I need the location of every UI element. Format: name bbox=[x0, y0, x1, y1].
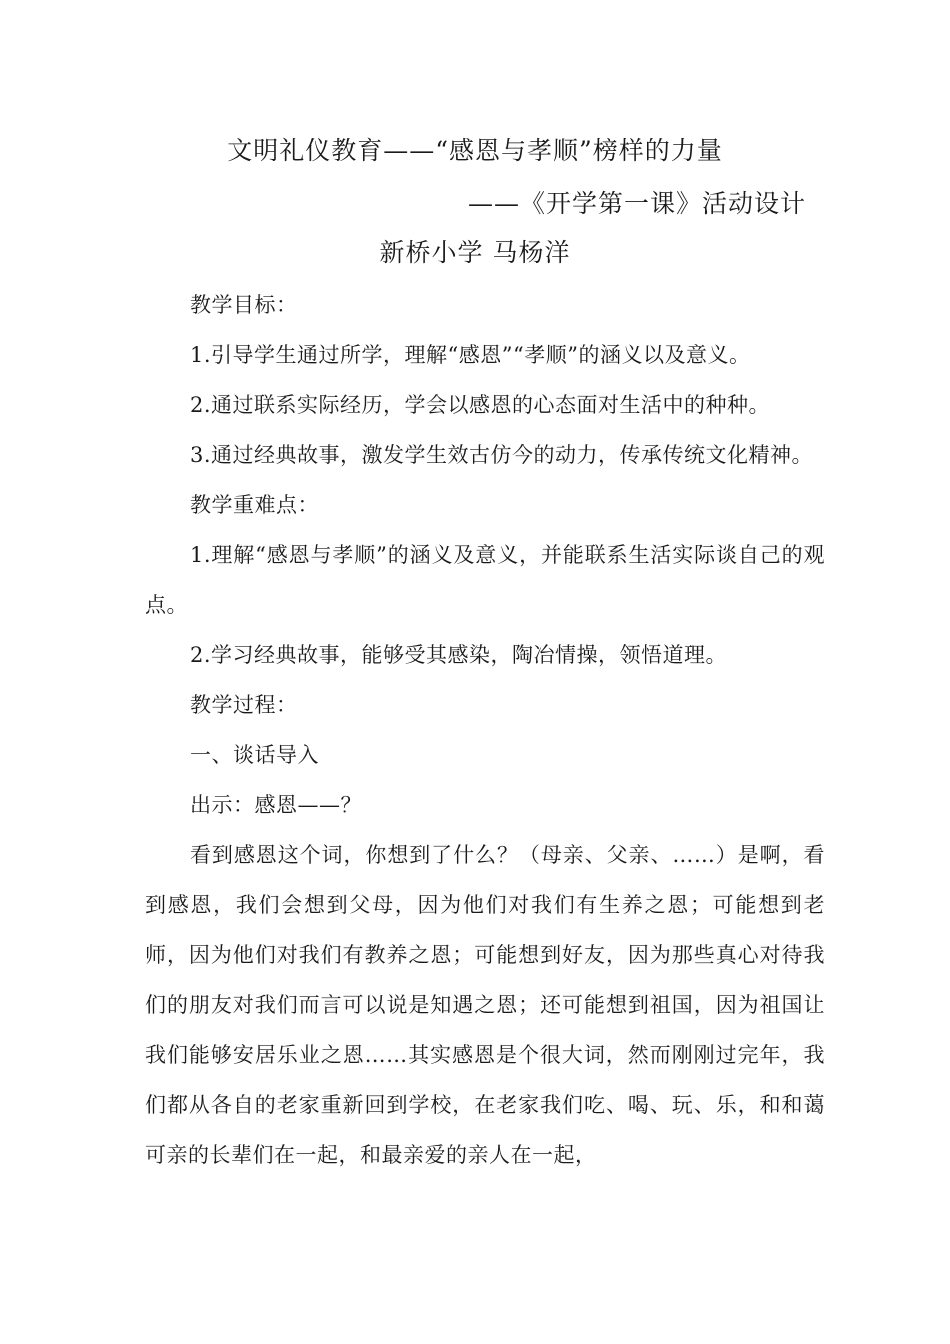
document-author: 新桥小学 马杨洋 bbox=[379, 238, 571, 267]
section-heading-key-points: 教学重难点： bbox=[190, 493, 319, 517]
process-display-text: 出示：感恩——？ bbox=[190, 793, 362, 817]
objective-item: 2.通过联系实际经历，学会以感恩的心态面对生活中的种种。 bbox=[190, 393, 771, 417]
document-title: 文明礼仪教育——“感恩与孝顺”榜样的力量 bbox=[227, 136, 723, 165]
key-point-item: 1.理解“感恩与孝顺”的涵义及意义，并能联系生活实际谈自己的观点。 bbox=[145, 543, 825, 617]
objective-item: 3.通过经典故事，激发学生效古仿今的动力，传承传统文化精神。 bbox=[190, 443, 814, 467]
body-paragraph: 看到感恩这个词，你想到了什么？（母亲、父亲、……）是啊，看到感恩，我们会想到父母，因为他们对我们有生养之恩；可能想到老师，因为他们对我们有教养之恩；可能想到好友，因为那些真心对待我们的朋友对我们而言可以说是知遇之恩；还可能想到祖国，因为祖国让我们能够安居乐业之恩……其实感恩是个很大词，然而刚刚过完年，我们都从各自的老家重新回到学校，在老家我们吃、喝、玩、乐，和和蔼可亲的长辈们在一起，和最亲爱的亲人在一起， bbox=[145, 843, 825, 1167]
key-point-item: 2.学习经典故事，能够受其感染，陶冶情操，领悟道理。 bbox=[190, 643, 728, 667]
document-body bbox=[145, 280, 825, 1180]
section-heading-objectives: 教学目标： bbox=[190, 293, 298, 317]
process-step-heading: 一、谈话导入 bbox=[190, 743, 319, 767]
objective-item: 1.引导学生通过所学，理解“感恩”“孝顺”的涵义以及意义。 bbox=[190, 343, 751, 367]
section-heading-process: 教学过程： bbox=[190, 693, 298, 717]
document-subtitle: ——《开学第一课》活动设计 bbox=[467, 189, 806, 218]
